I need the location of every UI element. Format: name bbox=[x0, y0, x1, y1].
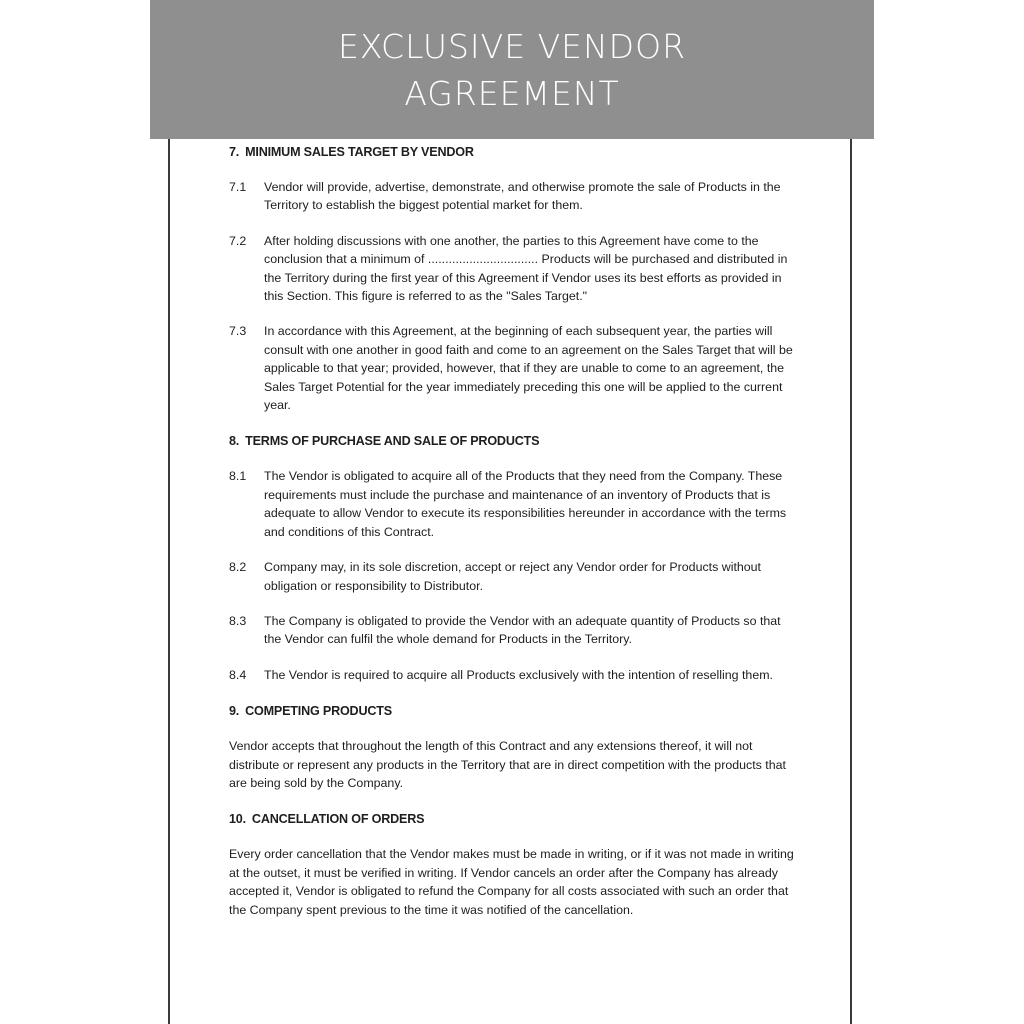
section-heading bbox=[229, 702, 799, 720]
clause-text: Company may, in its sole discretion, accept or reject any Vendor order for Products without obligation or responsibility to Distributor. bbox=[264, 560, 762, 593]
title-banner bbox=[150, 0, 874, 139]
section-number: 7. bbox=[229, 145, 240, 159]
clause-number: 7.1 bbox=[229, 180, 247, 194]
section-10 bbox=[229, 810, 799, 919]
section-8 bbox=[229, 432, 799, 684]
section-title: MINIMUM SALES TARGET BY VENDOR bbox=[245, 145, 474, 159]
clause-text: Vendor will provide, advertise, demonstrate, and otherwise promote the sale of Products in the Territory to establish the biggest potential market for them. bbox=[264, 180, 781, 213]
section-body: Vendor accepts that throughout the length of this Contract and any extensions thereof, it will not distribute or represent any products in the Territory that are in direct competition with the products that are being sold by the Company. bbox=[229, 739, 786, 790]
clause-text: The Company is obligated to provide the Vendor with an adequate quantity of Products so that the Vendor can fulfil the whole demand for Products in the Territory. bbox=[264, 613, 781, 647]
section-number: 9. bbox=[229, 704, 240, 719]
clause-7-2 bbox=[229, 232, 799, 306]
clause-number: 7.3 bbox=[229, 324, 247, 339]
document-body bbox=[229, 143, 799, 919]
section-number: 8. bbox=[229, 434, 240, 449]
section-heading bbox=[229, 810, 799, 828]
section-number: 10. bbox=[229, 812, 246, 827]
clause-number: 8.2 bbox=[229, 560, 247, 575]
clause-text: After holding discussions with one another, the parties to this Agreement have come to the conclusion that a minimum of ................................ Products will be purchased and distributed in the Territory during the first year of this Agreement if Vendor uses its best efforts as provided in this Section. This figure is referred to as the "Sales Target." bbox=[264, 233, 788, 304]
banner-title-line-1: EXCLUSIVE VENDOR bbox=[337, 26, 686, 66]
clause-number: 7.2 bbox=[229, 233, 247, 248]
section-7 bbox=[229, 143, 799, 414]
clause-text: The Vendor is required to acquire all Products exclusively with the intention of reselling them. bbox=[264, 667, 773, 682]
clause-number: 8.1 bbox=[229, 469, 247, 484]
section-title: COMPETING PRODUCTS bbox=[245, 704, 392, 719]
clause-7-1 bbox=[229, 178, 799, 215]
clause-text: The Vendor is obligated to acquire all of the Products that they need from the Company. These requirements must include the purchase and maintenance of an inventory of Products that is adequate to allow Vendor to execute its responsibilities hereunder in accordance with the terms and conditions of this Contract. bbox=[264, 469, 787, 539]
section-heading bbox=[229, 143, 799, 161]
banner-title-line-2: AGREEMENT bbox=[404, 73, 620, 113]
clause-8-2 bbox=[229, 558, 799, 595]
clause-number: 8.4 bbox=[229, 667, 247, 682]
clause-8-1 bbox=[229, 467, 799, 541]
section-heading bbox=[229, 432, 799, 450]
section-title: TERMS OF PURCHASE AND SALE OF PRODUCTS bbox=[245, 434, 540, 449]
clause-8-4 bbox=[229, 666, 799, 684]
section-9 bbox=[229, 702, 799, 792]
clause-8-3 bbox=[229, 612, 799, 649]
clause-number: 8.3 bbox=[229, 613, 247, 628]
section-body: Every order cancellation that the Vendor makes must be made in writing, or if it was not made in writing at the outset, it must be verified in writing. If Vendor cancels an order after the Company has already accepted it, Vendor is obligated to refund the Company for all costs associated with such an order that the Company spent previous to the time it was notified of the cancellation. bbox=[229, 847, 794, 917]
section-title: CANCELLATION OF ORDERS bbox=[251, 812, 425, 827]
clause-text: In accordance with this Agreement, at the beginning of each subsequent year, the parties will consult with one another in good faith and come to an agreement on the Sales Target that will be applicable to that year; provided, however, that if they are unable to come to an agreement, the Sales Target Potential for the year immediately preceding this one will be applied to the current year. bbox=[264, 324, 793, 413]
clause-7-3 bbox=[229, 322, 799, 414]
